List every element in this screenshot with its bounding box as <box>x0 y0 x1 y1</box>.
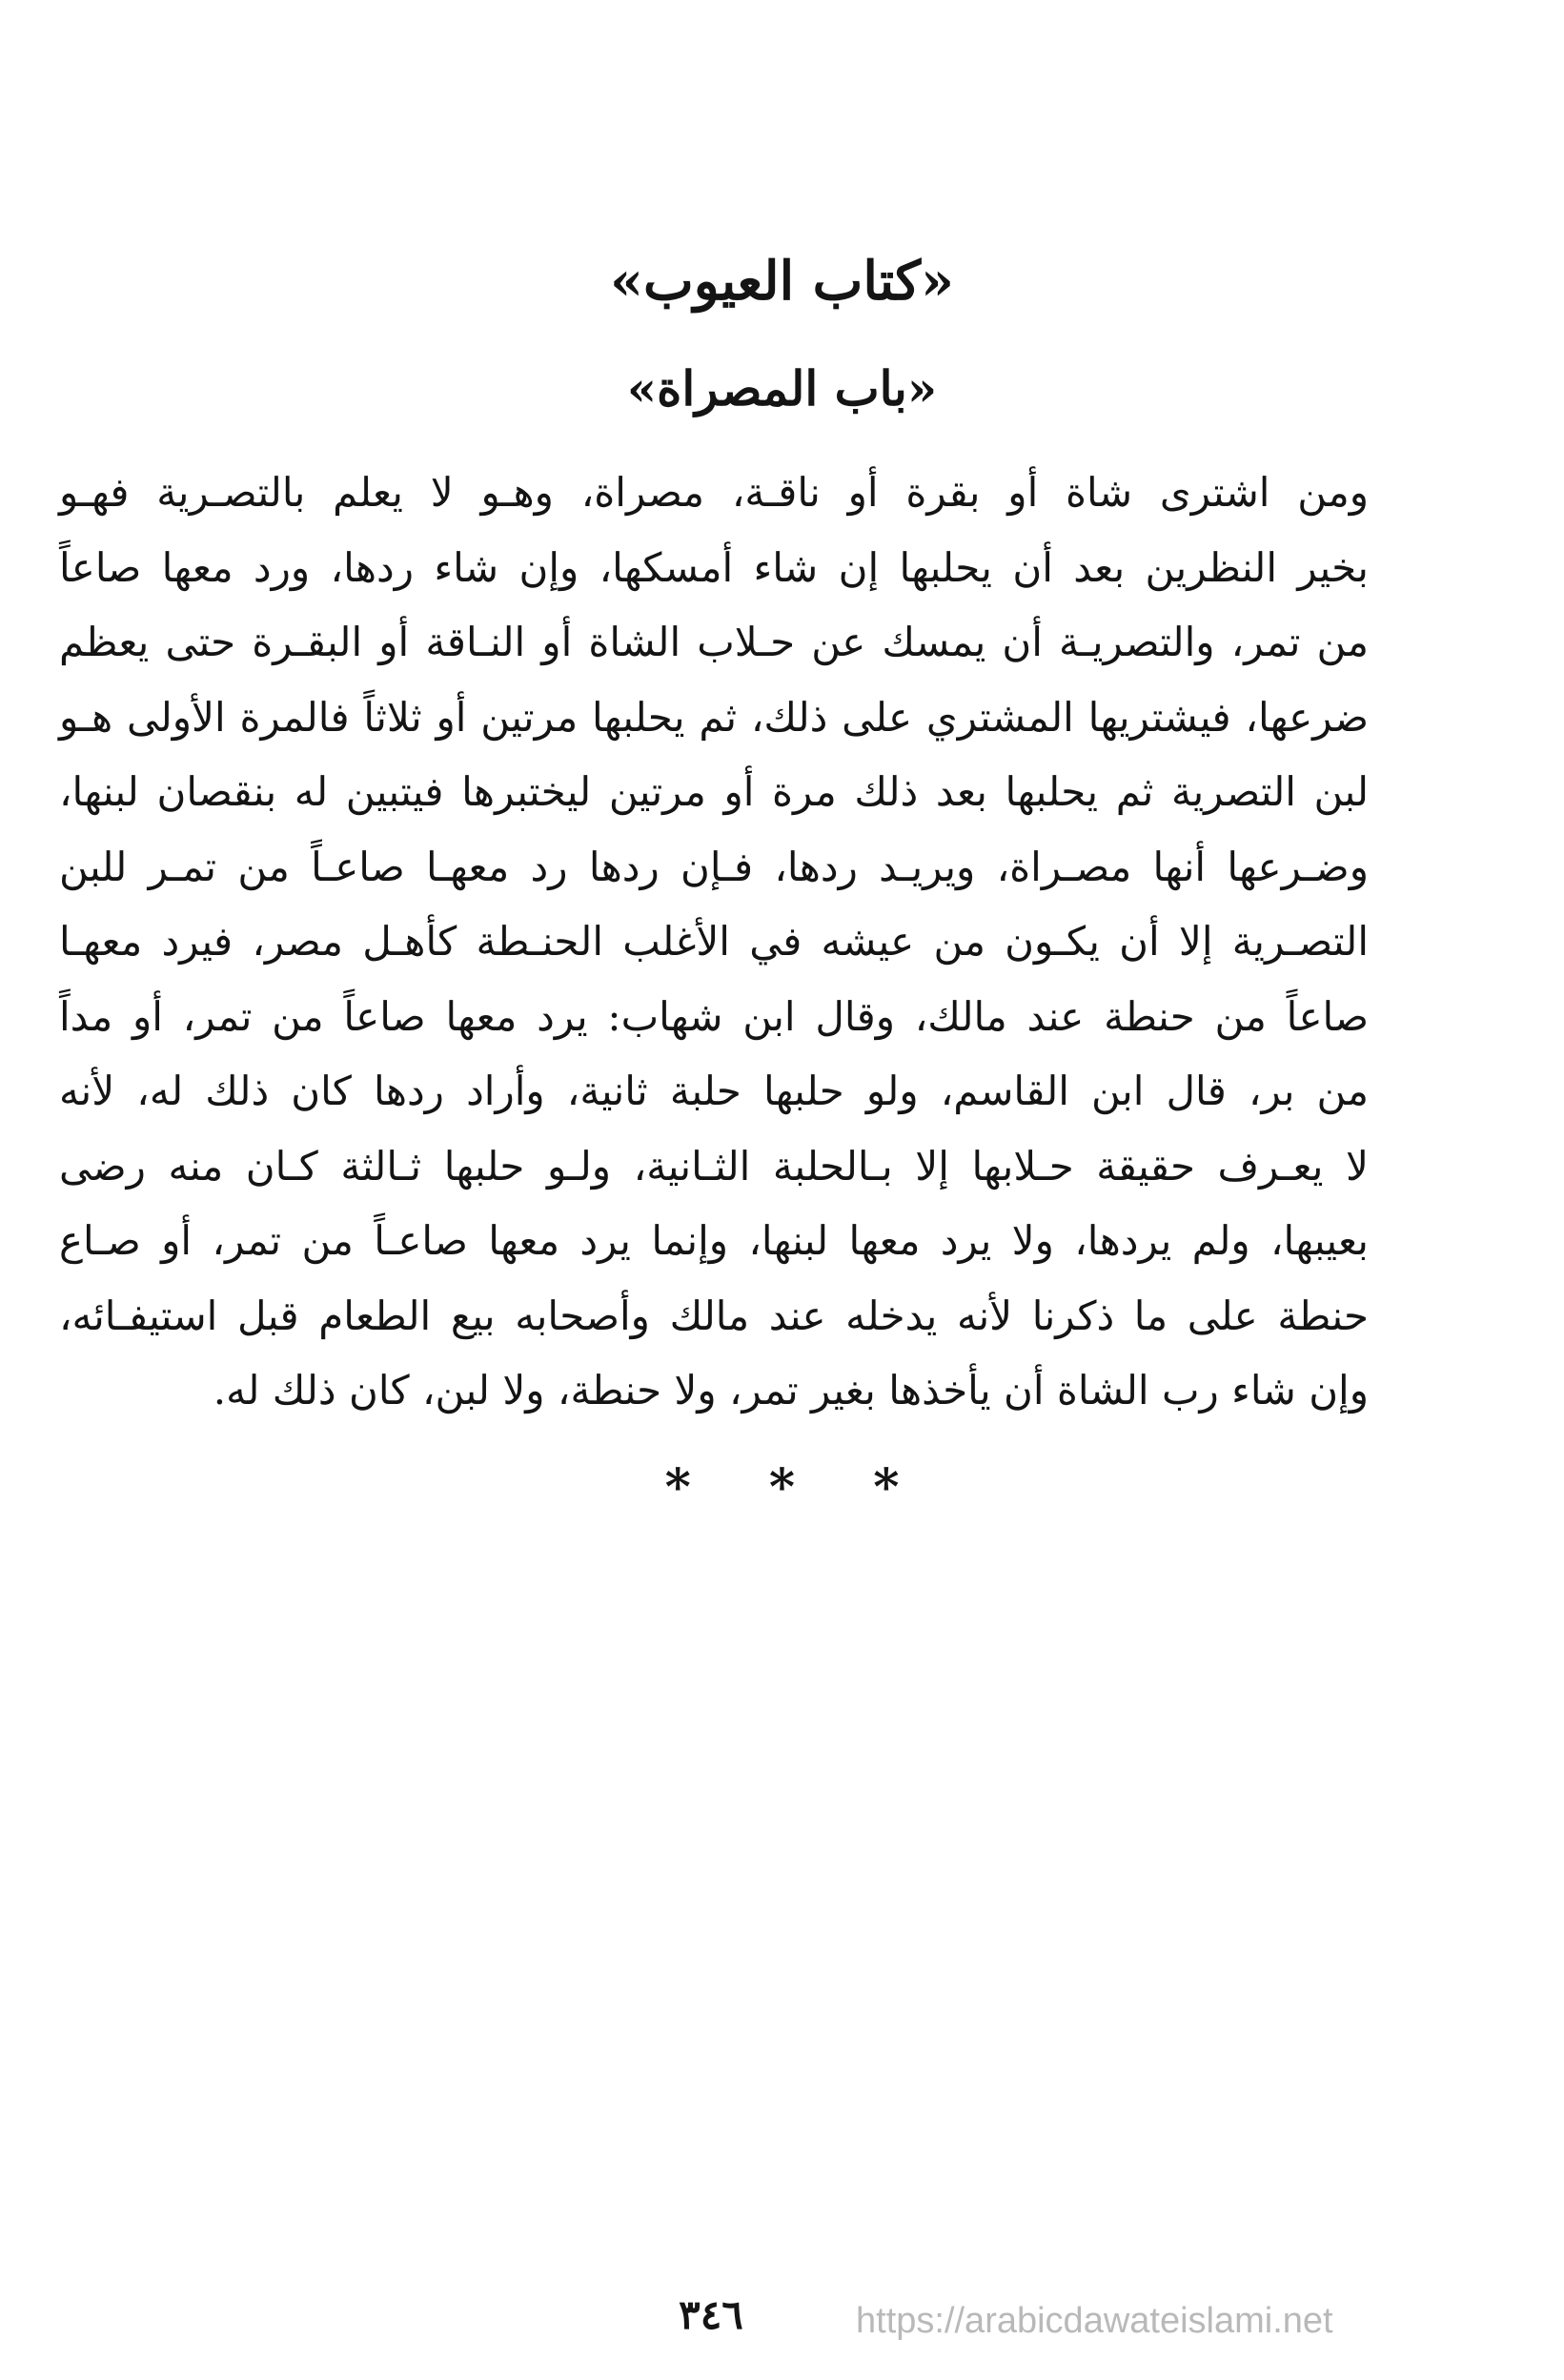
asterisk-mark: * <box>768 1458 796 1516</box>
section-separator <box>0 1458 1564 1516</box>
chapter-title: «باب المصراة» <box>626 360 938 417</box>
text-line: ضرعها، فيشتريها المشتري على ذلك، ثم يحلبها مرتين أو ثلاثاً فالمرة الأولى هـو <box>59 693 1369 741</box>
text-line: لا يعـرف حقيقة حـلابها إلا بـالحلبة الثـانية، ولـو حلبها ثـالثة كـان منه رضى <box>59 1142 1369 1190</box>
text-line: وإن شاء رب الشاة أن يأخذها بغير تمر، ولا حنطة، ولا لبن، كان ذلك له. <box>213 1367 1369 1414</box>
watermark-url: https://arabicdawateislami.net <box>856 2301 1333 2341</box>
text-line: ومن اشترى شاة أو بقرة أو ناقـة، مصراة، وهـو لا يعلم بالتصـرية فهـو <box>59 469 1369 516</box>
text-line: من تمر، والتصريـة أن يمسك عن حـلاب الشاة أو النـاقة أو البقـرة حتى يعظم <box>59 619 1369 665</box>
book-title: «كتاب العيوب» <box>609 250 955 313</box>
text-line: حنطة على ما ذكرنا لأنه يدخله عند مالك وأصحابه بيع الطعام قبل استيفـائه، <box>59 1292 1369 1339</box>
text-line: بعيبها، ولم يردها، ولا يرد معها لبنها، وإنما يرد معها صاعـاً من تمر، أو صـاع <box>59 1217 1369 1264</box>
page-number: ٣٤٦ <box>679 2291 743 2338</box>
text-line: من بر، قال ابن القاسم، ولو حلبها حلبة ثانية، وأراد ردها كان ذلك له، لأنه <box>59 1068 1369 1114</box>
text-line: بخير النظرين بعد أن يحلبها إن شاء أمسكها، وإن شاء ردها، ورد معها صاعاً <box>59 543 1369 591</box>
text-line: صاعاً من حنطة عند مالك، وقال ابن شهاب: يرد معها صاعاً من تمر، أو مداً <box>59 992 1369 1040</box>
asterisk-mark: * <box>873 1458 900 1516</box>
text-line: وضـرعها أنها مصـراة، ويريـد ردها، فـإن ردها رد معهـا صاعـاً من تمـر للبن <box>59 843 1369 890</box>
body-paragraph <box>59 456 1369 1429</box>
asterisk-mark: * <box>664 1458 691 1516</box>
text-line: لبن التصرية ثم يحلبها بعد ذلك مرة أو مرتين ليختبرها فيتبين له بنقصان لبنها، <box>59 768 1369 815</box>
text-line: التصـرية إلا أن يكـون من عيشه في الأغلب الحنـطة كأهـل مصر، فيرد معهـا <box>59 918 1369 965</box>
